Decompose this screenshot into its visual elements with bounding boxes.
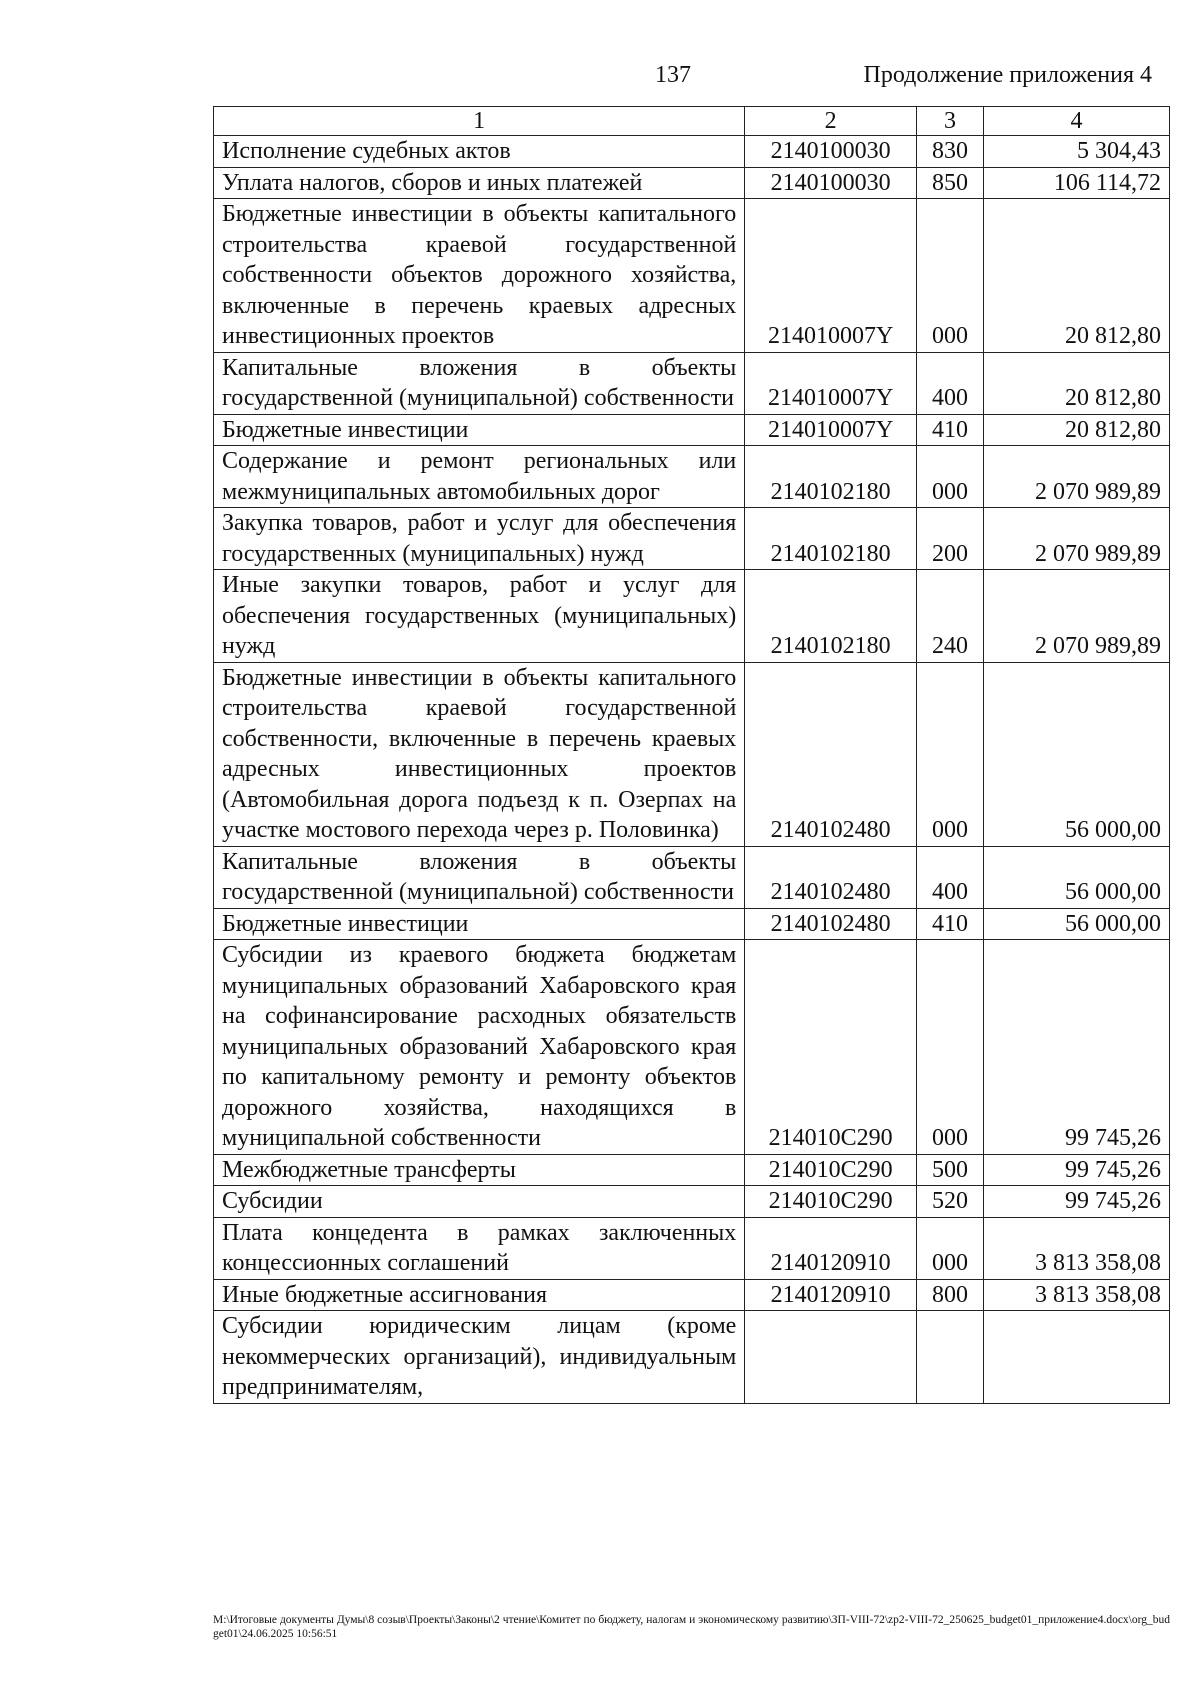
cell-code: 2140102180 (745, 508, 917, 570)
cell-code (745, 1311, 917, 1404)
cell-type: 400 (917, 846, 984, 908)
page-number: 137 (655, 62, 691, 88)
cell-amount: 20 812,80 (983, 352, 1169, 414)
cell-type: 830 (917, 136, 984, 168)
cell-type: 400 (917, 352, 984, 414)
continuation-label: Продолжение приложения 4 (863, 62, 1152, 88)
cell-name: Бюджетные инвестиции (214, 414, 745, 446)
cell-name: Уплата налогов, сборов и иных платежей (214, 167, 745, 199)
table-row (214, 199, 1170, 353)
cell-type: 800 (917, 1279, 984, 1311)
column-header: 4 (983, 107, 1169, 136)
cell-name: Субсидии (214, 1186, 745, 1218)
cell-code: 214010007Y (745, 199, 917, 353)
cell-code: 2140100030 (745, 136, 917, 168)
table-row (214, 167, 1170, 199)
cell-code: 214010С290 (745, 1186, 917, 1218)
cell-code: 214010С290 (745, 940, 917, 1155)
cell-name: Содержание и ремонт региональных или межмуниципальных автомобильных дорог (214, 446, 745, 508)
cell-name: Капитальные вложения в объекты государственной (муниципальной) собственности (214, 352, 745, 414)
cell-amount: 5 304,43 (983, 136, 1169, 168)
cell-type: 410 (917, 414, 984, 446)
cell-code: 214010007Y (745, 414, 917, 446)
cell-type: 520 (917, 1186, 984, 1218)
table-row (214, 846, 1170, 908)
cell-type: 000 (917, 1217, 984, 1279)
cell-amount: 56 000,00 (983, 662, 1169, 846)
cell-name: Бюджетные инвестиции (214, 908, 745, 940)
cell-code: 2140102480 (745, 662, 917, 846)
cell-amount: 3 813 358,08 (983, 1217, 1169, 1279)
cell-amount: 2 070 989,89 (983, 446, 1169, 508)
cell-code: 214010С290 (745, 1154, 917, 1186)
cell-amount: 20 812,80 (983, 414, 1169, 446)
table-row (214, 446, 1170, 508)
cell-type: 000 (917, 199, 984, 353)
table-row (214, 1154, 1170, 1186)
column-header: 3 (917, 107, 984, 136)
cell-name: Иные закупки товаров, работ и услуг для обеспечения государственных (муниципальных) нужд (214, 570, 745, 663)
cell-amount: 99 745,26 (983, 1186, 1169, 1218)
table-row (214, 908, 1170, 940)
cell-code: 2140100030 (745, 167, 917, 199)
cell-code: 2140102480 (745, 908, 917, 940)
table-row (214, 940, 1170, 1155)
column-header: 1 (214, 107, 745, 136)
cell-type: 000 (917, 446, 984, 508)
cell-type: 500 (917, 1154, 984, 1186)
budget-table (213, 106, 1170, 1404)
cell-type (917, 1311, 984, 1404)
cell-amount: 56 000,00 (983, 908, 1169, 940)
cell-type: 410 (917, 908, 984, 940)
cell-type: 200 (917, 508, 984, 570)
table-row (214, 1186, 1170, 1218)
cell-name: Капитальные вложения в объекты государственной (муниципальной) собственности (214, 846, 745, 908)
cell-name: Субсидии из краевого бюджета бюджетам муниципальных образований Хабаровского края на софинансирование расходных обязательств муниципальных образований Хабаровского края по капитальному ремонту и ремонту объектов дорожного хозяйства, находящихся в муниципальной собственности (214, 940, 745, 1155)
cell-amount (983, 1311, 1169, 1404)
cell-type: 240 (917, 570, 984, 663)
cell-amount: 99 745,26 (983, 1154, 1169, 1186)
cell-amount: 56 000,00 (983, 846, 1169, 908)
document-path-footer: M:\Итоговые документы Думы\8 созыв\Проекты\Законы\2 чтение\Комитет по бюджету, налогам и экономическому развитию\ЗП-VIII-72\zp2-VIII-72_250625_budget01_приложение4.docx\org_budget01\24.06.2025 10:56:51 (213, 1614, 1170, 1640)
table-row (214, 662, 1170, 846)
table-row (214, 414, 1170, 446)
cell-amount: 2 070 989,89 (983, 508, 1169, 570)
cell-amount: 2 070 989,89 (983, 570, 1169, 663)
cell-amount: 20 812,80 (983, 199, 1169, 353)
table-row (214, 136, 1170, 168)
cell-code: 214010007Y (745, 352, 917, 414)
cell-name: Закупка товаров, работ и услуг для обеспечения государственных (муниципальных) нужд (214, 508, 745, 570)
page-header (0, 62, 1200, 102)
table-row (214, 508, 1170, 570)
cell-name: Субсидии юридическим лицам (кроме некоммерческих организаций), индивидуальным предпринимателям, (214, 1311, 745, 1404)
cell-name: Плата концедента в рамках заключенных концессионных соглашений (214, 1217, 745, 1279)
cell-name: Межбюджетные трансферты (214, 1154, 745, 1186)
cell-name: Бюджетные инвестиции в объекты капитального строительства краевой государственной собственности объектов дорожного хозяйства, включенные в перечень краевых адресных инвестиционных проектов (214, 199, 745, 353)
table-row (214, 570, 1170, 663)
table-row (214, 1217, 1170, 1279)
cell-name: Исполнение судебных актов (214, 136, 745, 168)
cell-name: Иные бюджетные ассигнования (214, 1279, 745, 1311)
cell-code: 2140120910 (745, 1279, 917, 1311)
table-row (214, 1311, 1170, 1404)
cell-code: 2140102180 (745, 570, 917, 663)
cell-type: 000 (917, 940, 984, 1155)
table-header-row (214, 107, 1170, 136)
cell-amount: 99 745,26 (983, 940, 1169, 1155)
cell-type: 000 (917, 662, 984, 846)
table-row (214, 1279, 1170, 1311)
table-row (214, 352, 1170, 414)
column-header: 2 (745, 107, 917, 136)
cell-name: Бюджетные инвестиции в объекты капитального строительства краевой государственной собственности, включенные в перечень краевых адресных инвестиционных проектов (Автомобильная дорога подъезд к п. Озерпах на участке мостового перехода через р. Половинка) (214, 662, 745, 846)
cell-amount: 106 114,72 (983, 167, 1169, 199)
cell-amount: 3 813 358,08 (983, 1279, 1169, 1311)
cell-type: 850 (917, 167, 984, 199)
cell-code: 2140102480 (745, 846, 917, 908)
cell-code: 2140120910 (745, 1217, 917, 1279)
cell-code: 2140102180 (745, 446, 917, 508)
